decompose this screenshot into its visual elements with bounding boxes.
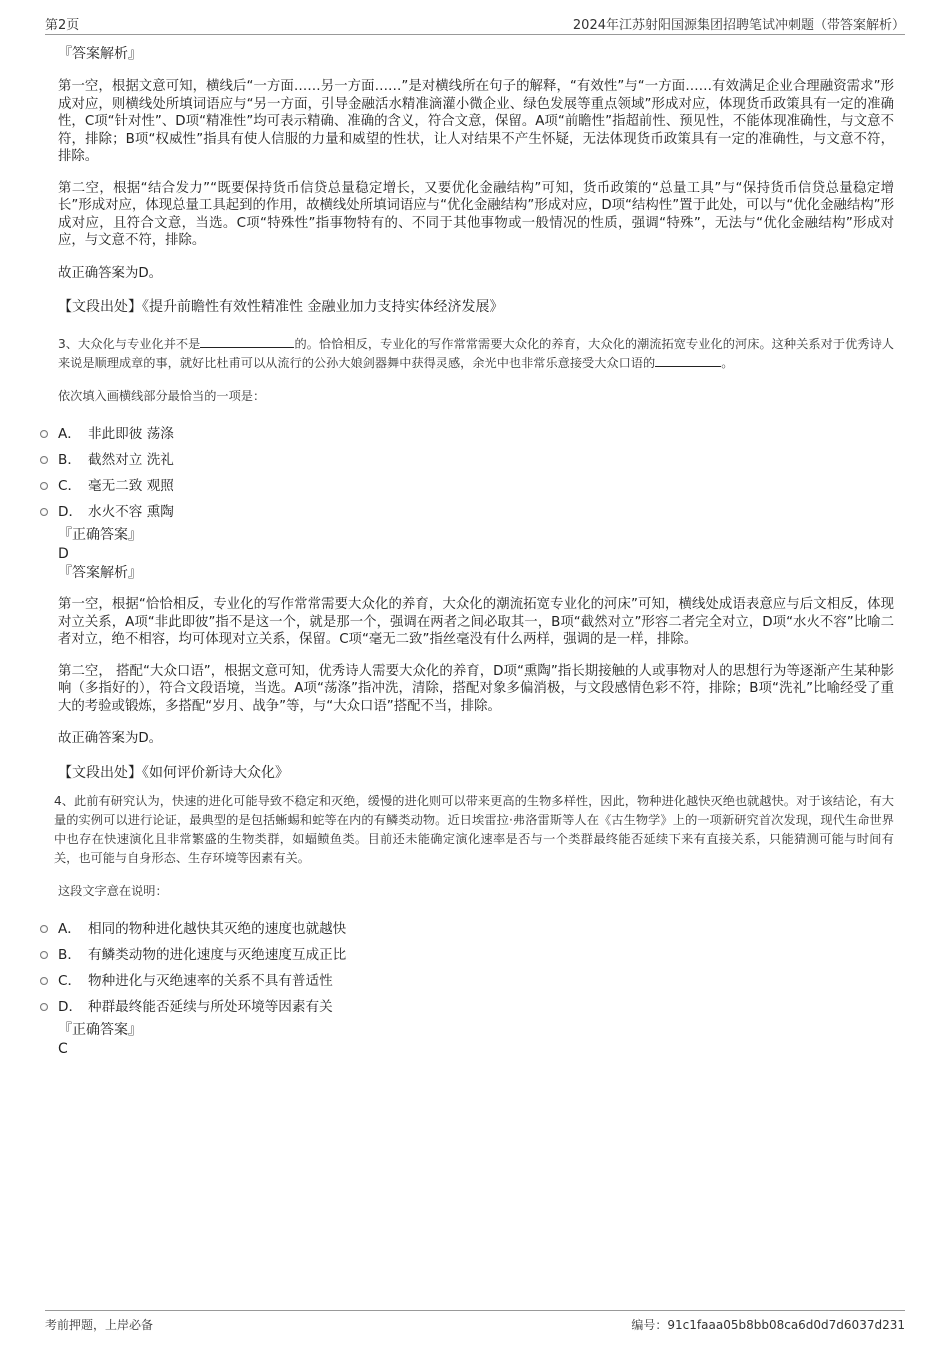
option-letter: D．	[58, 504, 83, 520]
page-number: 第2页	[45, 18, 80, 33]
source-citation: 【文段出处】《提升前瞻性有效性精准性 金融业加力支持实体经济发展》	[58, 299, 504, 315]
analysis-paragraph: 第二空，根据“结合发力”“既要保持货币信贷总量稳定增长，又要优化金融结构”可知，货币政策的“总量工具”与“保持货币信贷总量稳定增长”形成对应，体现总量工具起到的作用，故横线处所填词语应与“优化金融结构”形成对应，D项“结构性”置于此处，可以与“优化金融结构”形成对应，且符合文意，当选。C项“特殊性”指事物特有的、不同于其他事物或一般情况的性质，强调“特殊”，无法与“优化金融结构”形成对应，与文意不符，排除。	[58, 180, 894, 248]
radio-button[interactable]	[40, 951, 48, 959]
radio-button[interactable]	[40, 482, 48, 490]
question-prompt: 依次填入画横线部分最恰当的一项是：	[58, 389, 266, 403]
option-a[interactable]	[0, 421, 894, 447]
fill-blank	[200, 335, 294, 348]
option-letter: D．	[58, 998, 83, 1015]
option-text: 相同的物种进化越快其灭绝的速度也就越快	[88, 920, 347, 937]
radio-button[interactable]	[40, 456, 48, 464]
option-b[interactable]	[0, 447, 894, 473]
analysis-paragraph: 第一空，根据文意可知，横线后“一方面……另一方面……”是对横线所在句子的解释，“有效性”与“一方面……有效满足企业合理融资需求”形成对应，则横线处所填词语应与“另一方面，引导金融活水精准滴灌小微企业、绿色发展等重点领域”形成对应，体现货币政策具有一定的准确性，C项“针对性”、D项“精准性”均可表示精确、准确的含义，符合文意，保留。A项“前瞻性”指超前性、预见性，不能体现准确性，与文意不符，排除；B项“权威性”指具有使人信服的力量和威望的性状，让人对结果不产生怀疑，无法体现货币政策具有一定的准确性，与文意不符，排除。	[58, 79, 894, 164]
radio-button[interactable]	[40, 925, 48, 933]
analysis-label: 『答案解析』	[58, 46, 142, 62]
analysis-paragraph: 第一空，根据“恰恰相反，专业化的写作常常需要大众化的养育，大众化的潮流拓宽专业化的河床”可知，横线处成语表意应与后文相反，体现对立关系，A项“非此即彼”指不是这一个，就是那一个，强调在两者之间必取其一，B项“截然对立”形容二者完全对立，D项“水火不容”比喻二者对立，绝不相容，均可体现对立关系，保留。C项“毫无二致”指丝毫没有什么两样，强调的是一样，排除。	[58, 597, 894, 647]
option-letter: B．	[58, 946, 81, 963]
option-letter: A．	[58, 426, 81, 442]
option-text: 有鳞类动物的进化速度与灭绝速度互成正比	[88, 946, 347, 963]
option-letter: B．	[58, 452, 81, 468]
option-d[interactable]	[0, 499, 894, 525]
option-text: 种群最终能否延续与所处环境等因素有关	[88, 998, 333, 1015]
option-a[interactable]	[0, 916, 894, 942]
option-letter: A．	[58, 920, 81, 937]
option-list	[58, 421, 894, 525]
option-letter: C．	[58, 972, 82, 989]
question-stem: 3、大众化与专业化并不是 的。恰恰相反，专业化的写作常常需要大众化的养育，大众化的潮流拓宽专业化的河床。这种关系对于优秀诗人来说是顺理成章的事，就好比杜甫可以从流行的公孙大娘剑器舞中获得灵感，余光中也非常乐意接受大众口语的 。	[58, 337, 894, 370]
radio-button[interactable]	[40, 430, 48, 438]
conclusion: 故正确答案为D。	[58, 731, 163, 746]
page-header	[45, 12, 905, 35]
source-citation: 【文段出处】《如何评价新诗大众化》	[58, 764, 289, 781]
option-c[interactable]	[0, 968, 894, 994]
radio-button[interactable]	[40, 508, 48, 516]
option-text: 水火不容 熏陶	[88, 504, 174, 520]
answer-label: 『正确答案』	[58, 527, 142, 543]
document-id: 编号：91c1faaa05b8bb08ca6d0d7d6037d231	[631, 1318, 905, 1332]
option-text: 物种进化与灭绝速率的关系不具有普适性	[88, 972, 333, 989]
option-d[interactable]	[0, 994, 894, 1020]
conclusion: 故正确答案为D。	[58, 265, 163, 281]
fill-blank	[655, 354, 721, 367]
option-b[interactable]	[0, 942, 894, 968]
answer-label: 『正确答案』	[58, 1021, 142, 1038]
option-text: 截然对立 洗礼	[88, 452, 174, 468]
option-list	[58, 916, 894, 1020]
question-stem: 4、此前有研究认为，快速的进化可能导致不稳定和灭绝，缓慢的进化则可以带来更高的生物多样性，因此，物种进化越快灭绝也就越快。对于该结论，有大量的实例可以进行论证，最典型的是包括蜥蜴和蛇等在内的有鳞类动物。近日埃雷拉·弗洛雷斯等人在《古生物学》上的一项新研究首次发现，现代生命世界中也存在快速演化且非常繁盛的生物类群，如蝠鲼鱼类。目前还未能确定演化速率是否与一个类群最终能否延续下来有直接关系，只能猜测可能与时间有关，也可能与自身形态、生存环境等因素有关。	[54, 793, 894, 865]
correct-answer: D	[58, 546, 69, 562]
document-title: 2024年江苏射阳国源集团招聘笔试冲刺题（带答案解析）	[572, 18, 905, 33]
question-prompt: 这段文字意在说明：	[58, 883, 168, 898]
analysis-label: 『答案解析』	[58, 565, 142, 581]
analysis-paragraph: 第二空， 搭配“大众口语”，根据文意可知，优秀诗人需要大众化的养育，D项“熏陶”指长期接触的人或事物对人的思想行为等逐渐产生某种影响（多指好的），符合文段语境，当选。A项“荡涤”指冲洗，清除，搭配对象多偏消极，与文段感情色彩不符，排除；B项“洗礼”比喻经受了重大的考验或锻炼，多搭配“岁月、战争”等，与“大众口语”搭配不当，排除。	[58, 663, 894, 714]
correct-answer: C	[58, 1040, 68, 1057]
radio-button[interactable]	[40, 977, 48, 985]
radio-button[interactable]	[40, 1003, 48, 1011]
option-letter: C．	[58, 478, 82, 494]
footer-slogan: 考前押题，上岸必备	[45, 1318, 154, 1332]
document-body	[54, 44, 894, 1058]
page-footer	[45, 1310, 905, 1335]
option-text: 毫无二致 观照	[88, 478, 174, 494]
option-text: 非此即彼 荡涤	[88, 426, 174, 442]
option-c[interactable]	[0, 473, 894, 499]
